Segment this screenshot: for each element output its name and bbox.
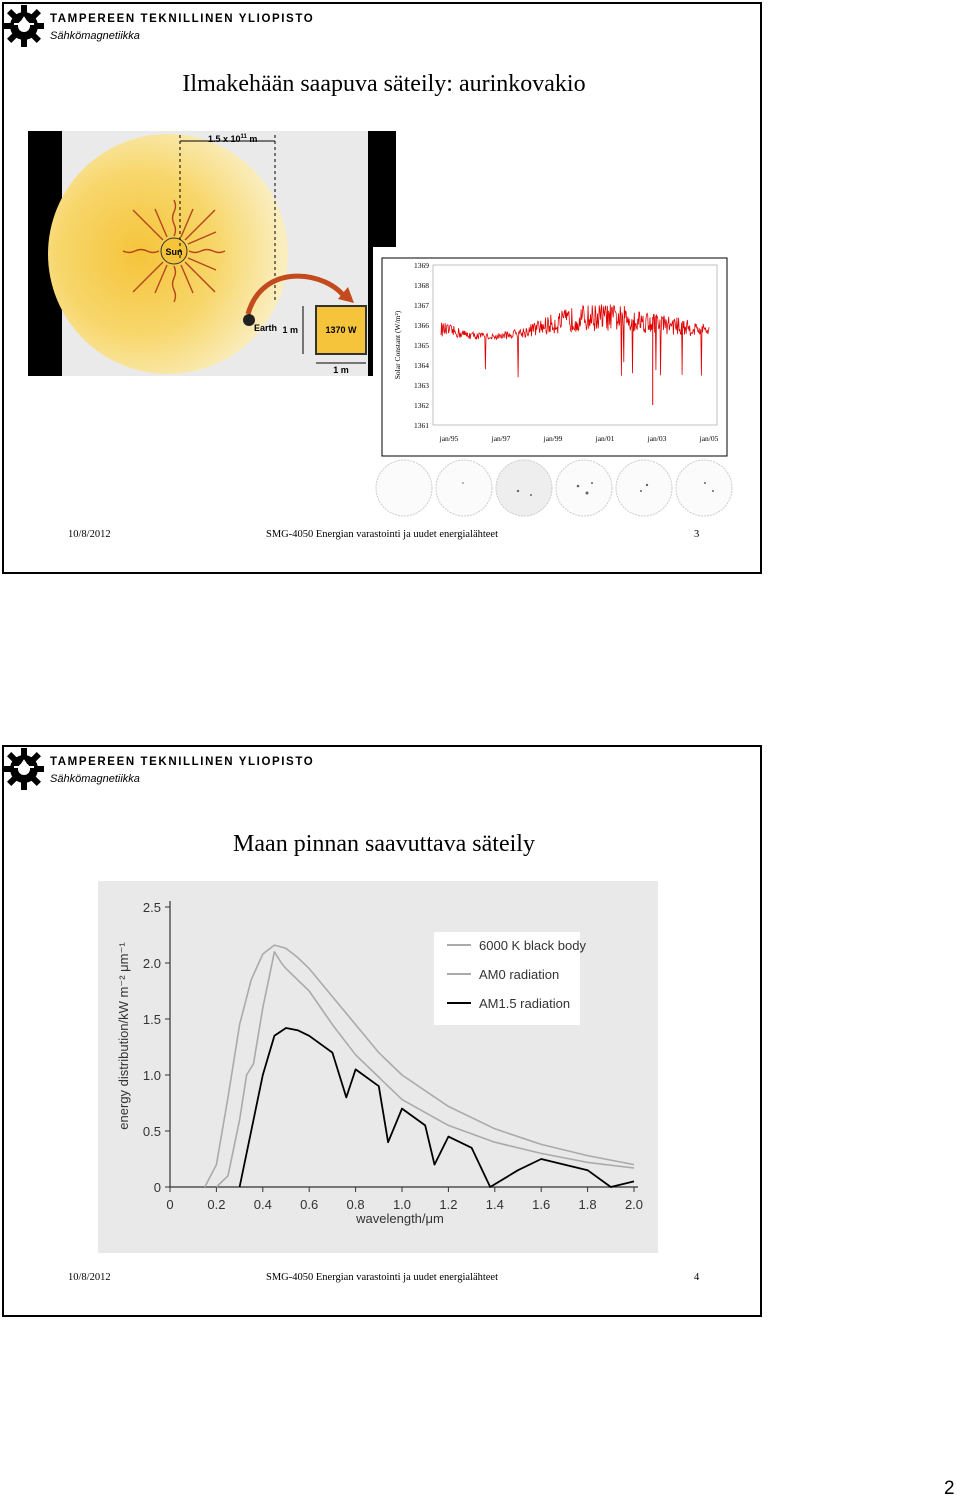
x-tick-label: 0.2 bbox=[207, 1197, 226, 1212]
footer-course: SMG-4050 Energian varastointi ja uudet energialähteet bbox=[266, 1272, 499, 1283]
slide-header bbox=[4, 747, 315, 791]
x-tick-label: 2.0 bbox=[624, 1197, 644, 1212]
sun-disc-3 bbox=[496, 460, 552, 516]
sun-disc-4 bbox=[556, 460, 612, 516]
university-gear-logo-icon bbox=[4, 4, 44, 48]
box-power-label: 1370 W bbox=[325, 325, 357, 335]
slide-3 bbox=[2, 2, 762, 574]
tsi-xtick-label: jan/05 bbox=[699, 434, 719, 443]
x-tick-label: 0.8 bbox=[346, 1197, 365, 1212]
y-tick-label: 1.5 bbox=[142, 1012, 161, 1027]
tsi-ytick-label: 1367 bbox=[414, 301, 429, 310]
tsi-xtick-label: jan/97 bbox=[491, 434, 511, 443]
footer-date: 10/8/2012 bbox=[68, 529, 111, 540]
spectrum-ylabel: energy distribution/kW m⁻² μm⁻¹ bbox=[116, 942, 131, 1130]
slide-title: Maan pinnan saavuttava säteily bbox=[233, 831, 535, 857]
x-tick-label: 1.8 bbox=[578, 1197, 597, 1212]
tsi-ytick-label: 1365 bbox=[414, 341, 429, 350]
x-tick-label: 0.4 bbox=[253, 1197, 272, 1212]
side-height-label: 1 m bbox=[282, 325, 298, 335]
tsi-xtick-label: jan/03 bbox=[647, 434, 667, 443]
department-name: Sähkömagnetiikka bbox=[50, 30, 140, 42]
footer-course: SMG-4050 Energian varastointi ja uudet energialähteet bbox=[266, 529, 499, 540]
sun-earth-diagram bbox=[28, 131, 396, 376]
solar-constant-chart bbox=[373, 247, 731, 460]
x-tick-label: 1.4 bbox=[485, 1197, 504, 1212]
footer-slide-number: 3 bbox=[694, 529, 700, 540]
tsi-ytick-label: 1366 bbox=[414, 321, 429, 330]
y-tick-label: 2.0 bbox=[142, 956, 161, 971]
x-tick-label: 1.2 bbox=[439, 1197, 458, 1212]
tsi-yticks bbox=[414, 261, 429, 430]
spectrum-xlabel: wavelength/μm bbox=[356, 1211, 444, 1226]
page-number: 2 bbox=[944, 1478, 955, 1499]
x-tick-label: 1.0 bbox=[392, 1197, 412, 1212]
sun-disc-5 bbox=[616, 460, 672, 516]
university-name: TAMPEREEN TEKNILLINEN YLIOPISTO bbox=[50, 13, 315, 25]
tsi-ytick-label: 1362 bbox=[414, 401, 429, 410]
sun-disc-1 bbox=[376, 460, 432, 516]
distance-label bbox=[208, 134, 257, 144]
y-tick-label: 1.0 bbox=[142, 1068, 161, 1083]
department-name: Sähkömagnetiikka bbox=[50, 773, 140, 785]
x-tick-label: 0.6 bbox=[300, 1197, 319, 1212]
distance-base: 1.5 x 10 bbox=[208, 134, 241, 144]
slide-title: Ilmakehään saapuva säteily: aurinkovakio bbox=[182, 71, 586, 97]
tsi-xtick-label: jan/99 bbox=[543, 434, 563, 443]
legend-label: AM0 radiation bbox=[479, 967, 560, 982]
footer-date: 10/8/2012 bbox=[68, 1272, 111, 1283]
legend-label: AM1.5 radiation bbox=[479, 996, 571, 1011]
tsi-ytick-label: 1363 bbox=[414, 381, 429, 390]
tsi-ytick-label: 1364 bbox=[414, 361, 429, 370]
y-tick-label: 0 bbox=[153, 1180, 161, 1195]
sun-label: Sun bbox=[165, 247, 183, 257]
earth-label: Earth bbox=[254, 323, 278, 333]
sunspot-disc-images bbox=[373, 457, 735, 519]
x-tick-label: 0 bbox=[166, 1197, 174, 1212]
sun-disc-2 bbox=[436, 460, 492, 516]
slide-header bbox=[4, 4, 315, 48]
tsi-ylabel: Solar Constant (W/m²) bbox=[393, 310, 402, 380]
footer-slide-number: 4 bbox=[694, 1272, 700, 1283]
y-tick-label: 0.5 bbox=[142, 1124, 161, 1139]
slide-4 bbox=[2, 745, 762, 1317]
tsi-ytick-label: 1369 bbox=[414, 261, 429, 270]
side-width-label: 1 m bbox=[333, 365, 349, 375]
legend-label: 6000 K black body bbox=[479, 938, 586, 953]
tsi-ytick-label: 1361 bbox=[414, 421, 429, 430]
distance-exponent: 11 bbox=[240, 134, 247, 140]
tsi-xtick-label: jan/95 bbox=[439, 434, 459, 443]
tsi-ytick-label: 1368 bbox=[414, 281, 429, 290]
spectrum-chart bbox=[98, 881, 658, 1253]
x-tick-label: 1.6 bbox=[532, 1197, 551, 1212]
spectrum-legend bbox=[434, 932, 586, 1025]
distance-unit: m bbox=[246, 134, 258, 144]
tsi-xtick-label: jan/01 bbox=[595, 434, 615, 443]
university-gear-logo-icon bbox=[4, 747, 44, 791]
university-name: TAMPEREEN TEKNILLINEN YLIOPISTO bbox=[50, 756, 315, 768]
sun-disc-6 bbox=[676, 460, 732, 516]
y-tick-label: 2.5 bbox=[142, 900, 161, 915]
